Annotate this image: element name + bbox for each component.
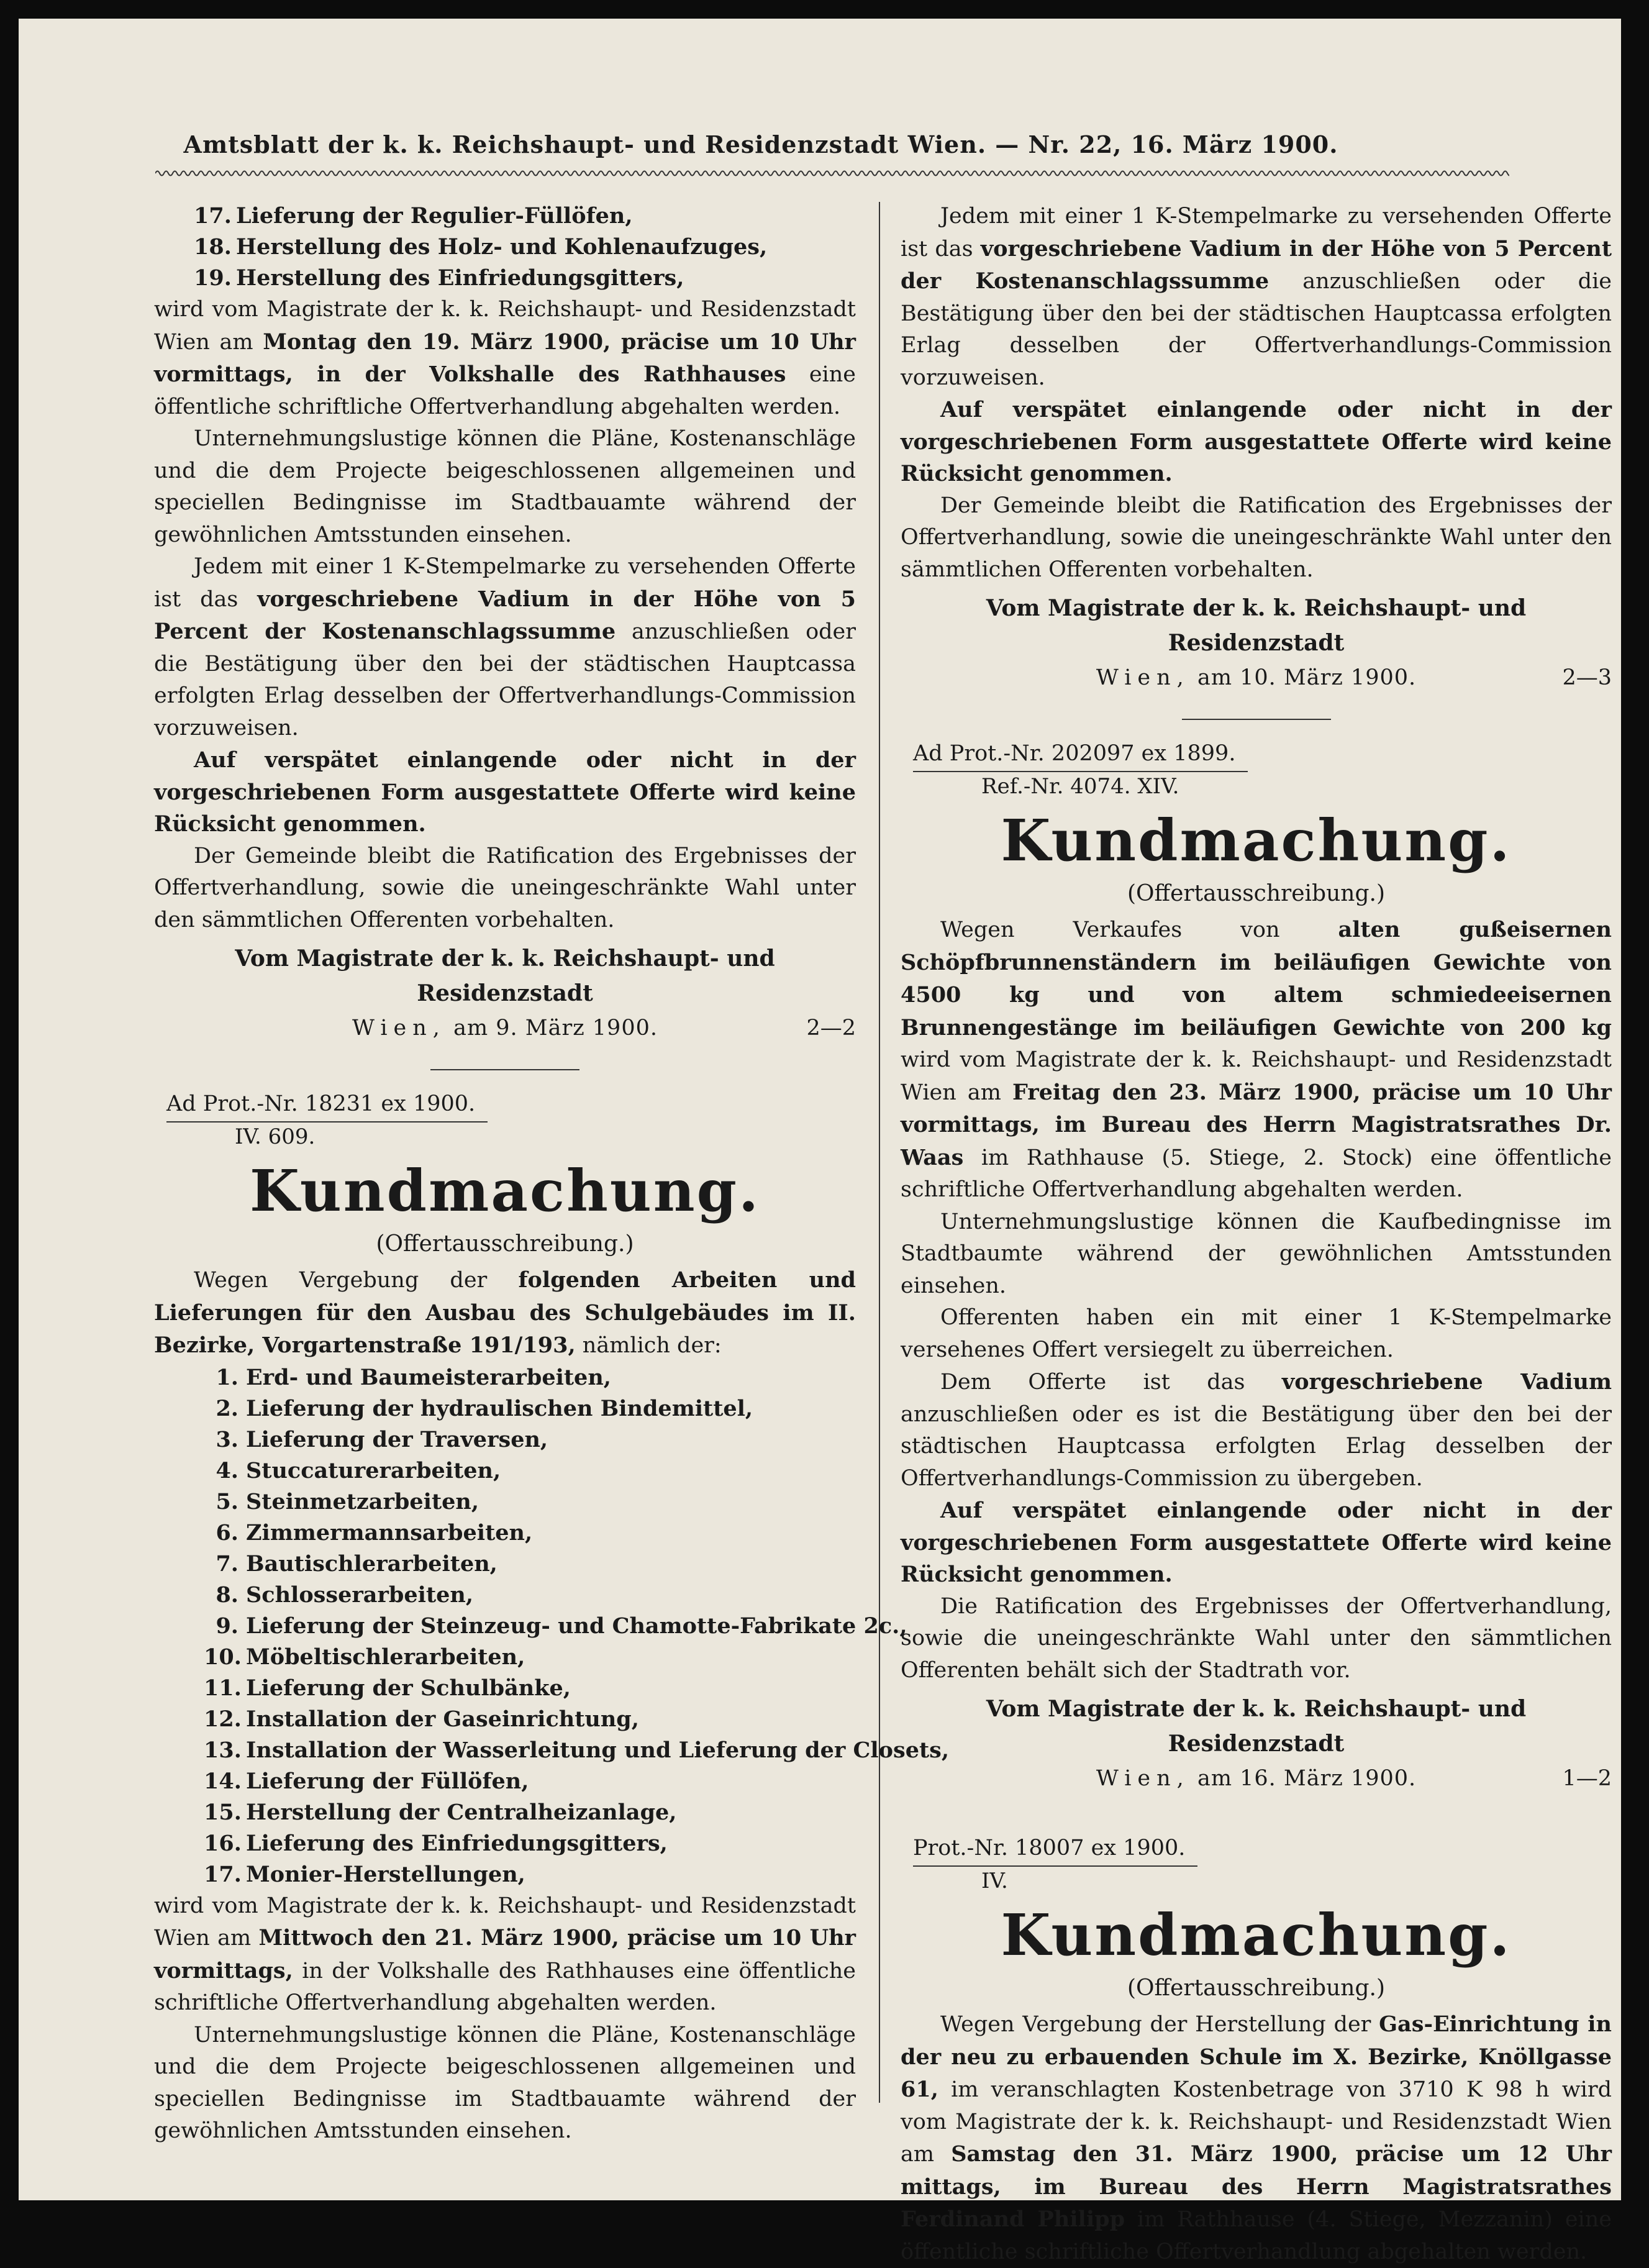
- list-item-text: Stuccaturerarbeiten,: [246, 1457, 501, 1483]
- notice-title: Kundmachung.: [1001, 807, 1512, 874]
- list-item: [154, 1828, 856, 1859]
- newspaper-page: [19, 19, 1621, 2264]
- paragraph: Auf verspätet einlangende oder nicht in der vorgeschriebenen Form ausgestattete Offerte wird keine Rücksicht genommen.: [154, 747, 856, 837]
- notice-subtitle: (Offertausschreibung.): [1127, 881, 1386, 906]
- list-item: [154, 1424, 856, 1455]
- list-item: [154, 1766, 856, 1797]
- list-item: [154, 1455, 856, 1487]
- list-item: [154, 232, 856, 263]
- list-item-number: 16.: [204, 1830, 242, 1856]
- list-item-text: Zimmermannsarbeiten,: [246, 1519, 533, 1546]
- list-item-number: 18.: [194, 234, 232, 260]
- list-item-number: 4.: [216, 1457, 238, 1483]
- list-item-text: Herstellung der Centralheizanlage,: [246, 1799, 677, 1825]
- list-item-number: 8.: [216, 1582, 238, 1608]
- protocol-number: Ad Prot.-Nr. 18231 ex 1900.: [154, 1089, 856, 1123]
- list-item-number: 17.: [194, 203, 232, 229]
- reference-number: IV. 609.: [235, 1124, 316, 1149]
- list-item: [154, 1580, 856, 1611]
- paragraph: Offerenten haben ein mit einer 1 K-Stempelmarke versehenes Offert versiegelt zu überreichen.: [901, 1305, 1612, 1362]
- list-item-text: Lieferung des Einfriedungsgitters,: [246, 1830, 668, 1856]
- signature-org: Vom Magistrate der k. k. Reichshaupt- und Residenzstadt: [986, 595, 1527, 656]
- works-list: [154, 1362, 950, 1890]
- paragraph: Die Ratification des Ergebnisses der Offertverhandlung, sowie die uneingeschränkte Wahl unter den sämmtlichen Offerenten behält sich der Stadtrath vor.: [901, 1593, 1612, 1683]
- list-item-number: 14.: [204, 1768, 242, 1794]
- list-item: [154, 1518, 856, 1549]
- list-item-number: 1.: [216, 1364, 238, 1390]
- list-item-number: 5.: [216, 1488, 238, 1514]
- list-item-number: 12.: [204, 1706, 242, 1732]
- list-item-number: 17.: [204, 1861, 242, 1887]
- paragraph: Auf verspätet einlangende oder nicht in der vorgeschriebenen Form ausgestattete Offerte wird keine Rücksicht genommen.: [901, 397, 1612, 486]
- notice-title: Kundmachung.: [1001, 1901, 1512, 1969]
- list-item-text: Lieferung der Steinzeug- und Chamotte-Fabrikate 2c.,: [246, 1613, 907, 1639]
- list-item-number: 9.: [216, 1613, 238, 1639]
- list-item: [154, 1362, 856, 1393]
- signature-date: Wien, am 10. März 1900. 2—3: [1096, 665, 1612, 690]
- paragraph: Dem Offerte ist das vorgeschriebene Vadium anzuschließen oder es ist die Bestätigung über den bei der städtischen Hauptcassa erfolgten Erlag desselben der Offertverhandlungs-Commission zu übergeben.: [901, 1369, 1612, 1491]
- list-item-text: Lieferung der Schulbänke,: [246, 1675, 571, 1701]
- list-item-number: 13.: [204, 1737, 242, 1763]
- list-item: [154, 1735, 950, 1766]
- list-item-number: 7.: [216, 1551, 238, 1577]
- list-item-text: Schlosserarbeiten,: [246, 1582, 474, 1608]
- paragraph: Auf verspätet einlangende oder nicht in der vorgeschriebenen Form ausgestattete Offerte wird keine Rücksicht genommen.: [901, 1498, 1612, 1587]
- notice-title: Kundmachung.: [249, 1157, 761, 1224]
- reference-number: Ref.-Nr. 4074. XIV.: [981, 774, 1179, 799]
- list-item-text: Herstellung des Einfriedungsgitters,: [236, 265, 684, 291]
- list-item-text: Steinmetzarbeiten,: [246, 1488, 479, 1514]
- list-item: [154, 1611, 907, 1642]
- paragraph: Der Gemeinde bleibt die Ratification des Ergebnisses der Offertverhandlung, sowie die uneingeschränkte Wahl unter den sämmtlichen Offerenten vorbehalten.: [154, 843, 856, 932]
- signature-date: Wien, am 16. März 1900. 1—2: [1096, 1766, 1612, 1791]
- section-rule: [430, 1069, 579, 1070]
- signature-org: Vom Magistrate der k. k. Reichshaupt- und Residenzstadt: [235, 945, 775, 1006]
- list-item-text: Erd- und Baumeisterarbeiten,: [246, 1364, 611, 1390]
- paragraph: Unternehmungslustige können die Pläne, Kostenanschläge und die dem Projecte beigeschlossenen allgemeinen und speciellen Bedingnisse im Stadtbauamte während der gewöhnlichen Amtsstunden einsehen.: [154, 426, 856, 547]
- paragraph: wird vom Magistrate der k. k. Reichshaupt- und Residenzstadt Wien am Montag den 19. März 1900, präcise um 10 Uhr vormittags, in der Volkshalle des Rathhauses eine öffentliche schriftliche Offertverhandlung abgehalten werden.: [154, 297, 856, 419]
- list-item-number: 10.: [204, 1644, 242, 1670]
- list-item-text: Herstellung des Holz- und Kohlenaufzuges,: [236, 234, 768, 260]
- paragraph: Wegen Verkaufes von alten gußeisernen Schöpfbrunnenständern im beiläufigen Gewichte von 4500 kg und von altem schmiedeeisernen Brunnengestänge im beiläufigen Gewichte von 200 kg wird vom Magistrate der k. k. Reichshaupt- und Residenzstadt Wien am Freitag den 23. März 1900, präcise um 10 Uhr vormittags, im Bureau des Herrn Magistratsrathes Dr. Waas im Rathhause (5. Stiege, 2. Stock) eine öffentliche schriftliche Offertverhandlung abgehalten werden.: [901, 917, 1612, 1202]
- paragraph: Der Gemeinde bleibt die Ratification des Ergebnisses der Offertverhandlung, sowie die uneingeschränkte Wahl unter den sämmtlichen Offerenten vorbehalten.: [901, 493, 1612, 582]
- list-item: [154, 1549, 856, 1580]
- protocol-number: Ad Prot.-Nr. 202097 ex 1899.: [901, 739, 1612, 772]
- paragraph: Unternehmungslustige können die Kaufbedingnisse im Stadtbaumte während der gewöhnlichen Amtsstunden einsehen.: [901, 1209, 1612, 1298]
- paragraph: Wegen Vergebung der folgenden Arbeiten und Lieferungen für den Ausbau des Schulgebäudes im II. Bezirke, Vorgartenstraße 191/193, nämlich der:: [154, 1267, 856, 1358]
- list-item-text: Installation der Wasserleitung und Lieferung der Closets,: [246, 1737, 950, 1763]
- list-item-number: 19.: [194, 265, 232, 291]
- list-item: [154, 1797, 856, 1828]
- list-item-text: Lieferung der Regulier-Füllöfen,: [236, 203, 633, 229]
- paragraph: Wegen Vergebung der Herstellung der Gas-Einrichtung in der neu zu erbauenden Schule im X. Bezirke, Knöllgasse 61, im veranschlagten Kostenbetrage von 3710 K 98 h wird vom Magistrate der k. k. Reichshaupt- und Residenzstadt Wien am Samstag den 31. März 1900, präcise um 12 Uhr mittags, im Bureau des Herrn Magistratsrathes Ferdinand Philipp im Rathhause (4. Stiege, Mezzanin) eine öffentliche schriftliche Offertverhandlung abgehalten werden.: [901, 2011, 1612, 2264]
- list-item: [154, 1673, 856, 1704]
- left-column: [154, 201, 950, 2147]
- column-divider: [879, 202, 880, 2103]
- item-list-continued: [154, 201, 856, 294]
- signature-date: Wien, am 9. März 1900. 2—2: [352, 1016, 856, 1041]
- wavy-rule: [155, 166, 1509, 180]
- list-item-number: 3.: [216, 1426, 238, 1452]
- notice-subtitle: (Offertausschreibung.): [1127, 1975, 1386, 2001]
- list-item: [154, 1487, 856, 1518]
- paragraph: wird vom Magistrate der k. k. Reichshaupt- und Residenzstadt Wien am Mittwoch den 21. März 1900, präcise um 10 Uhr vormittags, in der Volkshalle des Rathhauses eine öffentliche schriftliche Offertverhandlung abgehalten werden.: [154, 1893, 856, 2015]
- paragraph: Unternehmungslustige können die Pläne, Kostenanschläge und die dem Projecte beigeschlossenen allgemeinen und speciellen Bedingnisse im Stadtbauamte während der gewöhnlichen Amtsstunden einsehen.: [154, 2022, 856, 2143]
- protocol-number: Prot.-Nr. 18007 ex 1900.: [901, 1833, 1612, 1867]
- signature-org: Vom Magistrate der k. k. Reichshaupt- und Residenzstadt: [986, 1696, 1527, 1757]
- list-item-text: Monier-Herstellungen,: [246, 1861, 525, 1887]
- list-item: [154, 1642, 856, 1673]
- list-item-text: Lieferung der Traversen,: [246, 1426, 548, 1452]
- page-header: Amtsblatt der k. k. Reichshaupt- und Residenzstadt Wien. — Nr. 22, 16. März 1900.: [183, 130, 1338, 158]
- list-item: [154, 1393, 856, 1424]
- section-rule: [1182, 719, 1331, 720]
- list-item-text: Möbeltischlerarbeiten,: [246, 1644, 525, 1670]
- list-item: [154, 1859, 856, 1890]
- list-item-number: 15.: [204, 1799, 242, 1825]
- list-item-text: Lieferung der hydraulischen Bindemittel,: [246, 1395, 753, 1421]
- notice-subtitle: (Offertausschreibung.): [376, 1231, 634, 1257]
- list-item: [154, 263, 856, 294]
- list-item-text: Bautischlerarbeiten,: [246, 1551, 497, 1577]
- reference-number: IV.: [981, 1869, 1008, 1893]
- paragraph: Jedem mit einer 1 K-Stempelmarke zu versehenden Offerte ist das vorgeschriebene Vadium in der Höhe von 5 Percent der Kostenanschlagssumme anzuschließen oder die Bestätigung über den bei der städtischen Hauptcassa erfolgten Erlag desselben der Offertverhandlungs-Commission vorzuweisen.: [154, 554, 856, 740]
- list-item: [154, 201, 856, 232]
- list-item-text: Installation der Gaseinrichtung,: [246, 1706, 639, 1732]
- list-item-number: 11.: [204, 1675, 242, 1701]
- list-item-number: 6.: [216, 1519, 238, 1546]
- list-item-number: 2.: [216, 1395, 238, 1421]
- list-item-text: Lieferung der Füllöfen,: [246, 1768, 529, 1794]
- list-item: [154, 1704, 856, 1735]
- right-column: [901, 201, 1612, 2268]
- paragraph: Jedem mit einer 1 K-Stempelmarke zu versehenden Offerte ist das vorgeschriebene Vadium in der Höhe von 5 Percent der Kostenanschlagssumme anzuschließen oder die Bestätigung über den bei der städtischen Hauptcassa erfolgten Erlag desselben der Offertverhandlungs-Commission vorzuweisen.: [901, 204, 1612, 390]
